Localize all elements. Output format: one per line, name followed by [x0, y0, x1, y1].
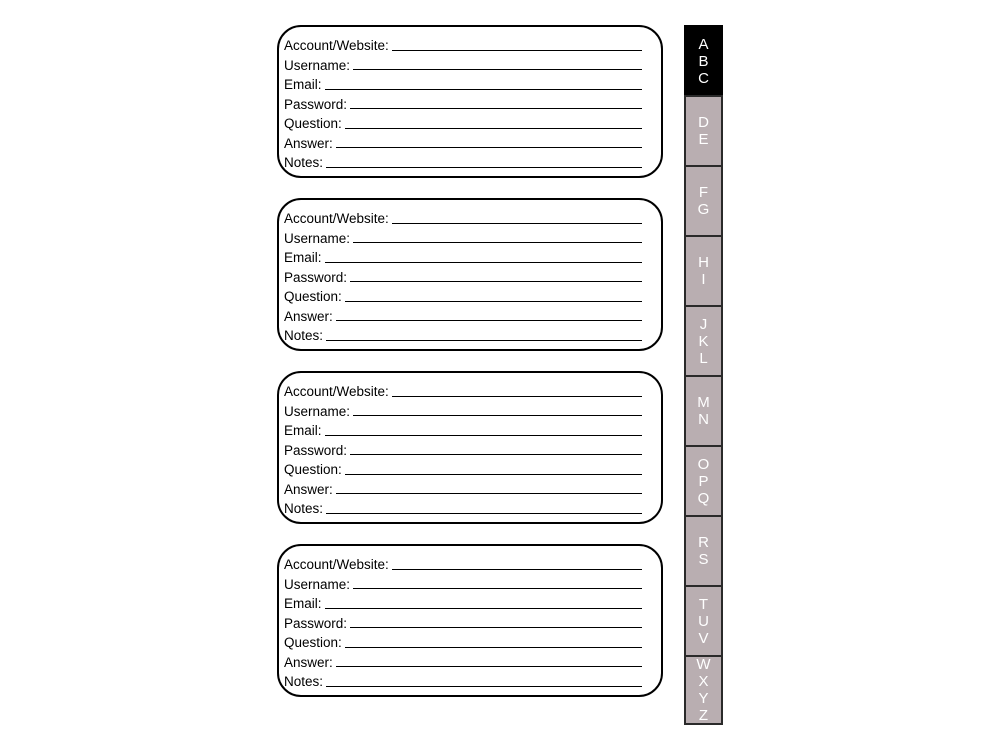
field-label: Email:	[284, 423, 322, 438]
field-label: Account/Website:	[284, 557, 389, 572]
write-line	[326, 686, 642, 687]
write-line	[392, 50, 642, 51]
tab-rs[interactable]	[684, 515, 723, 585]
write-line	[336, 493, 642, 494]
tab-opq[interactable]	[684, 445, 723, 515]
tab-letter: M	[697, 394, 710, 411]
account-website-field[interactable]	[284, 206, 642, 226]
write-line	[325, 89, 642, 90]
tab-abc[interactable]	[684, 25, 723, 95]
field-label: Account/Website:	[284, 211, 389, 226]
email-field[interactable]	[284, 591, 642, 611]
answer-field[interactable]	[284, 477, 642, 497]
account-card	[277, 198, 663, 351]
write-line	[336, 320, 642, 321]
answer-field[interactable]	[284, 131, 642, 151]
tab-letter: U	[698, 612, 709, 630]
account-website-field[interactable]	[284, 33, 642, 53]
write-line	[350, 454, 642, 455]
field-label: Username:	[284, 57, 351, 73]
tab-wxyz[interactable]	[684, 655, 723, 725]
field-label: Username:	[284, 576, 351, 592]
write-line	[353, 415, 642, 416]
username-field[interactable]	[284, 226, 642, 246]
tab-letter: H	[698, 254, 709, 271]
write-line	[325, 435, 642, 436]
field-label: Answer:	[284, 481, 333, 497]
account-card	[277, 371, 663, 524]
field-label: Account/Website:	[284, 384, 389, 399]
write-line	[353, 242, 642, 243]
question-field[interactable]	[284, 284, 642, 304]
tab-tuv[interactable]	[684, 585, 723, 655]
write-line	[345, 301, 642, 302]
notes-field[interactable]	[284, 323, 642, 343]
question-field[interactable]	[284, 630, 642, 650]
tab-letter: D	[698, 114, 709, 131]
field-label: Password:	[284, 269, 348, 285]
tab-de[interactable]	[684, 95, 723, 165]
account-website-field[interactable]	[284, 379, 642, 399]
field-label: Answer:	[284, 308, 333, 324]
tab-letter: Y	[698, 690, 709, 707]
field-label: Email:	[284, 596, 322, 611]
write-line	[353, 69, 642, 70]
write-line	[326, 513, 642, 514]
tab-jkl[interactable]	[684, 305, 723, 375]
write-line	[325, 608, 642, 609]
question-field[interactable]	[284, 457, 642, 477]
account-cards	[277, 25, 663, 697]
write-line	[336, 147, 642, 148]
username-field[interactable]	[284, 53, 642, 73]
field-label: Password:	[284, 96, 348, 112]
answer-field[interactable]	[284, 304, 642, 324]
tab-letter: L	[699, 349, 708, 367]
tab-letter: P	[698, 472, 709, 490]
field-label: Username:	[284, 230, 351, 246]
username-field[interactable]	[284, 399, 642, 419]
tab-letter: S	[698, 551, 709, 568]
write-line	[336, 666, 642, 667]
tab-letter: A	[698, 35, 709, 53]
password-field[interactable]	[284, 438, 642, 458]
email-field[interactable]	[284, 245, 642, 265]
field-label: Answer:	[284, 135, 333, 151]
field-label: Question:	[284, 116, 342, 131]
write-line	[350, 108, 642, 109]
password-field[interactable]	[284, 611, 642, 631]
field-label: Question:	[284, 635, 342, 650]
field-label: Notes:	[284, 674, 324, 689]
write-line	[326, 167, 642, 168]
write-line	[325, 262, 642, 263]
password-field[interactable]	[284, 265, 642, 285]
write-line	[350, 627, 642, 628]
tab-letter: F	[698, 184, 709, 201]
field-label: Answer:	[284, 654, 333, 670]
field-label: Email:	[284, 250, 322, 265]
alphabet-tabs	[684, 25, 723, 725]
write-line	[353, 588, 642, 589]
field-label: Account/Website:	[284, 38, 389, 53]
field-label: Email:	[284, 77, 322, 92]
tab-letter: O	[697, 455, 710, 473]
notes-field[interactable]	[284, 150, 642, 170]
tab-mn[interactable]	[684, 375, 723, 445]
field-label: Question:	[284, 289, 342, 304]
notes-field[interactable]	[284, 496, 642, 516]
field-label: Notes:	[284, 155, 324, 170]
tab-fg[interactable]	[684, 165, 723, 235]
write-line	[326, 340, 642, 341]
email-field[interactable]	[284, 418, 642, 438]
write-line	[350, 281, 642, 282]
tab-letter: C	[698, 69, 709, 87]
field-label: Username:	[284, 403, 351, 419]
write-line	[345, 474, 642, 475]
tab-letter: Z	[698, 707, 709, 724]
tab-letter: G	[697, 201, 710, 218]
write-line	[345, 647, 642, 648]
tab-letter: I	[701, 271, 706, 288]
tab-letter: T	[698, 595, 709, 613]
write-line	[345, 128, 642, 129]
question-field[interactable]	[284, 111, 642, 131]
field-label: Notes:	[284, 501, 324, 516]
email-field[interactable]	[284, 72, 642, 92]
tab-letter: X	[698, 673, 709, 690]
tab-letter: W	[696, 656, 711, 673]
notes-field[interactable]	[284, 669, 642, 689]
tab-hi[interactable]	[684, 235, 723, 305]
tab-letter: E	[698, 131, 709, 148]
field-label: Password:	[284, 442, 348, 458]
account-website-field[interactable]	[284, 552, 642, 572]
write-line	[392, 569, 642, 570]
write-line	[392, 223, 642, 224]
tab-letter: K	[698, 332, 709, 350]
tab-letter: B	[698, 52, 709, 70]
tab-letter: V	[698, 629, 709, 647]
answer-field[interactable]	[284, 650, 642, 670]
tab-letter: R	[698, 534, 709, 551]
tab-letter: J	[699, 315, 708, 333]
username-field[interactable]	[284, 572, 642, 592]
write-line	[392, 396, 642, 397]
account-card	[277, 544, 663, 697]
tab-letter: N	[698, 411, 709, 428]
field-label: Password:	[284, 615, 348, 631]
tab-letter: Q	[697, 489, 710, 507]
field-label: Notes:	[284, 328, 324, 343]
account-card	[277, 25, 663, 178]
password-field[interactable]	[284, 92, 642, 112]
field-label: Question:	[284, 462, 342, 477]
